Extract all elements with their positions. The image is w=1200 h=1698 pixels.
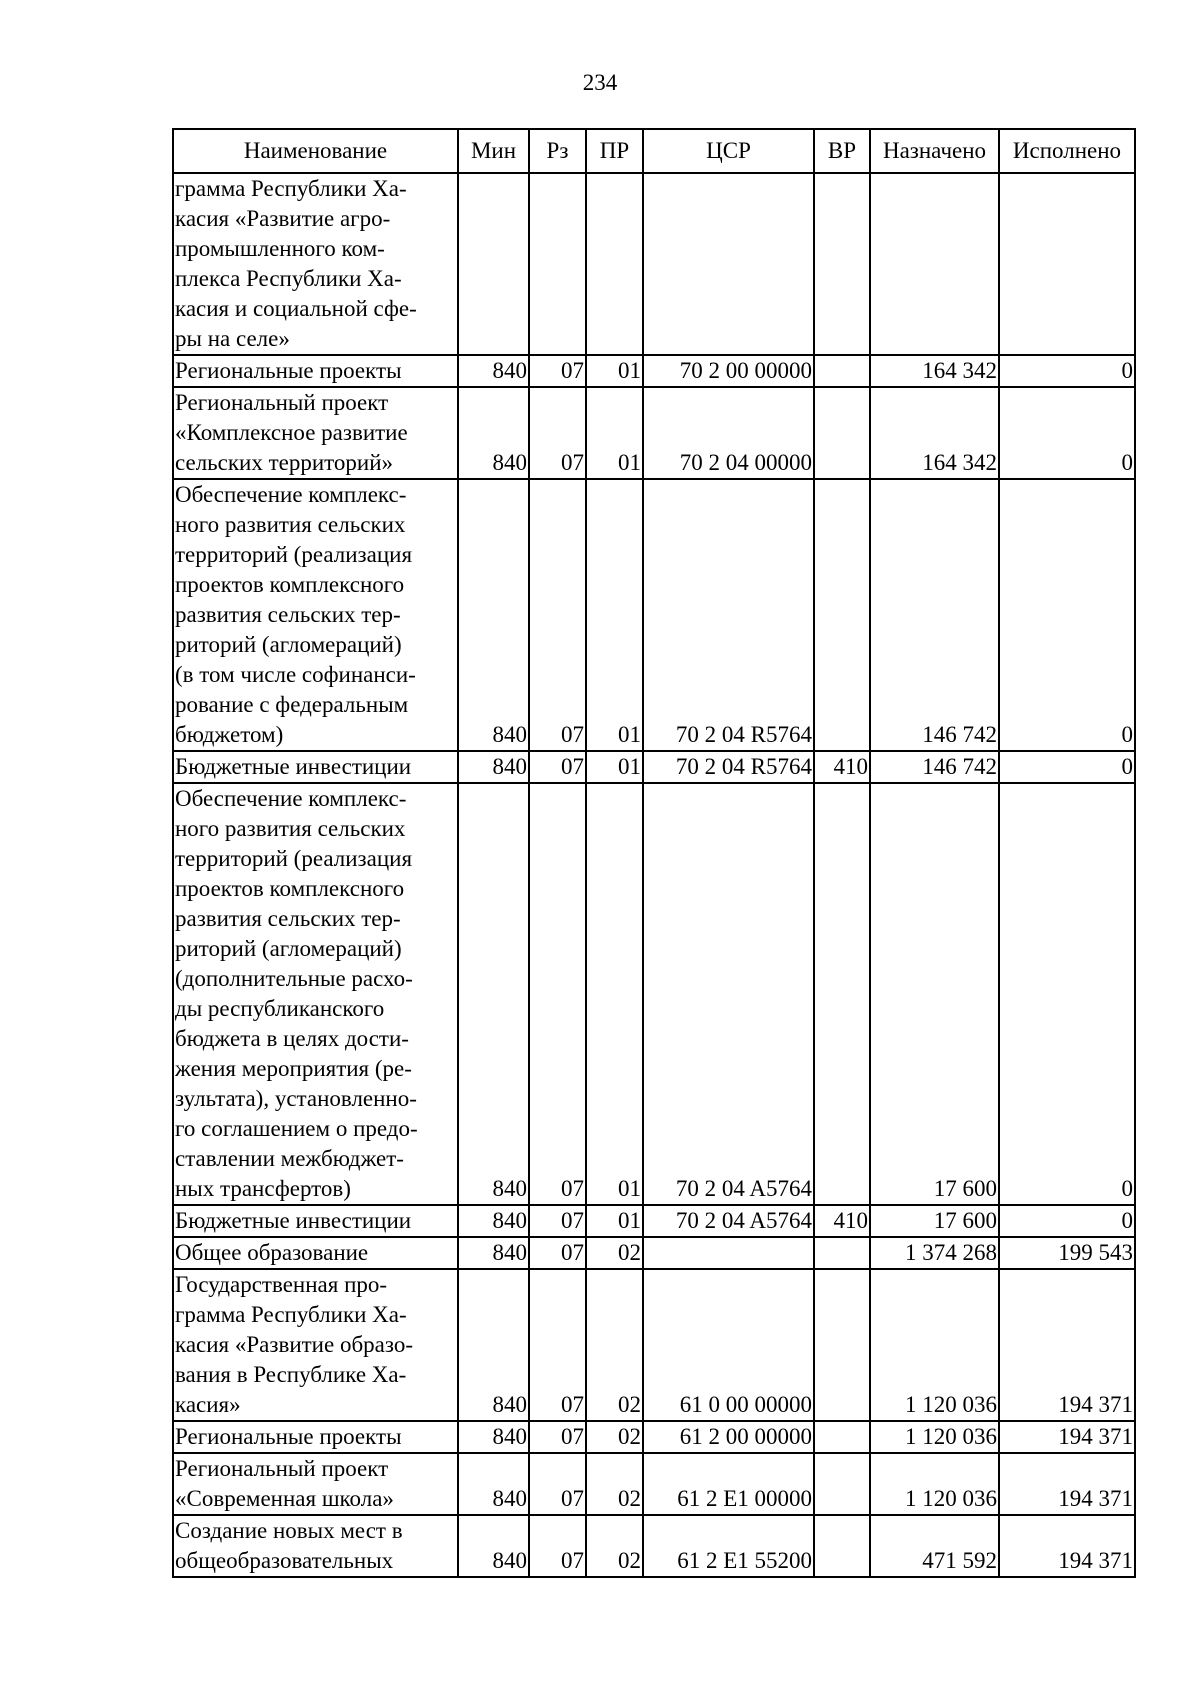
name-line: развития сельских тер-: [175, 602, 401, 627]
name-line: вания в Республике Ха-: [175, 1362, 407, 1387]
cell-executed: 0: [999, 1205, 1135, 1237]
name-line: Бюджетные инвестиции: [175, 1208, 412, 1233]
cell-rz: 07: [529, 387, 586, 479]
cell-assigned: 17 600: [870, 783, 999, 1205]
name-line: проектов комплексного: [175, 572, 405, 597]
name-line: ного развития сельских: [175, 512, 406, 537]
cell-name: [173, 1205, 458, 1237]
cell-csr: 70 2 00 00000: [643, 355, 814, 387]
cell-assigned: 1 120 036: [870, 1269, 999, 1421]
cell-vr: [814, 1269, 870, 1421]
cell-executed: 0: [999, 783, 1135, 1205]
cell-rz: 07: [529, 479, 586, 751]
cell-pr: 02: [586, 1453, 643, 1515]
cell-pr: 02: [586, 1269, 643, 1421]
cell-assigned: 164 342: [870, 387, 999, 479]
cell-name: [173, 479, 458, 751]
cell-name: [173, 1269, 458, 1421]
cell-pr: [586, 173, 643, 355]
name-line: зультата), установленно-: [175, 1086, 417, 1111]
name-line: касия и социальной сфе-: [175, 296, 417, 321]
cell-min: 840: [458, 1269, 529, 1421]
cell-assigned: 146 742: [870, 751, 999, 783]
cell-executed: 0: [999, 751, 1135, 783]
cell-csr: 61 2 E1 55200: [643, 1515, 814, 1577]
name-line: общеобразовательных: [175, 1548, 394, 1573]
table-row: [173, 1515, 1135, 1577]
cell-name: [173, 1237, 458, 1269]
name-line: Бюджетные инвестиции: [175, 754, 412, 779]
header-vr: ВР: [814, 129, 870, 173]
cell-pr: 01: [586, 355, 643, 387]
cell-name: [173, 751, 458, 783]
cell-pr: 01: [586, 783, 643, 1205]
cell-rz: 07: [529, 1421, 586, 1453]
cell-assigned: 471 592: [870, 1515, 999, 1577]
cell-vr: 410: [814, 751, 870, 783]
cell-rz: 07: [529, 355, 586, 387]
name-line: Региональные проекты: [175, 1424, 402, 1449]
cell-assigned: [870, 173, 999, 355]
cell-csr: 70 2 04 A5764: [643, 1205, 814, 1237]
cell-min: [458, 173, 529, 355]
table-row: [173, 1269, 1135, 1421]
cell-csr: [643, 1237, 814, 1269]
cell-pr: 01: [586, 479, 643, 751]
name-line: ного развития сельских: [175, 816, 406, 841]
cell-executed: 0: [999, 355, 1135, 387]
cell-executed: 0: [999, 387, 1135, 479]
name-line: Государственная про-: [175, 1272, 388, 1297]
name-line: территорий (реализация: [175, 542, 413, 567]
cell-assigned: 17 600: [870, 1205, 999, 1237]
cell-vr: [814, 1421, 870, 1453]
name-line: (в том числе софинанси-: [175, 662, 416, 687]
table-row: [173, 387, 1135, 479]
table-row: [173, 1421, 1135, 1453]
cell-min: 840: [458, 1453, 529, 1515]
header-pr: ПР: [586, 129, 643, 173]
cell-name: [173, 387, 458, 479]
cell-executed: 194 371: [999, 1421, 1135, 1453]
table-row: [173, 1237, 1135, 1269]
table-row: [173, 1205, 1135, 1237]
cell-vr: [814, 387, 870, 479]
name-line: бюджетом): [175, 722, 284, 747]
name-line: ных трансфертов): [175, 1176, 351, 1201]
name-line: (дополнительные расхо-: [175, 966, 413, 991]
cell-pr: 02: [586, 1515, 643, 1577]
header-executed: Исполнено: [999, 129, 1135, 173]
name-line: Региональный проект: [175, 1456, 389, 1481]
name-line: Обеспечение комплекс-: [175, 482, 407, 507]
header-csr: ЦСР: [643, 129, 814, 173]
cell-csr: 61 2 E1 00000: [643, 1453, 814, 1515]
name-line: риторий (агломераций): [175, 936, 402, 961]
cell-vr: [814, 1237, 870, 1269]
cell-assigned: 164 342: [870, 355, 999, 387]
name-line: ды республиканского: [175, 996, 385, 1021]
name-line: жения мероприятия (ре-: [175, 1056, 412, 1081]
cell-min: 840: [458, 1515, 529, 1577]
cell-min: 840: [458, 1237, 529, 1269]
cell-assigned: 146 742: [870, 479, 999, 751]
name-line: касия «Развитие образо-: [175, 1332, 413, 1357]
cell-csr: 61 2 00 00000: [643, 1421, 814, 1453]
cell-executed: [999, 173, 1135, 355]
cell-pr: 01: [586, 751, 643, 783]
cell-vr: [814, 1453, 870, 1515]
cell-rz: 07: [529, 783, 586, 1205]
cell-name: [173, 173, 458, 355]
name-line: промышленного ком-: [175, 236, 385, 261]
cell-executed: 199 543: [999, 1237, 1135, 1269]
cell-rz: 07: [529, 1269, 586, 1421]
header-rz: Рз: [529, 129, 586, 173]
name-line: «Комплексное развитие: [175, 420, 408, 445]
table-row: [173, 479, 1135, 751]
name-line: ставлении межбюджет-: [175, 1146, 404, 1171]
name-line: развития сельских тер-: [175, 906, 401, 931]
cell-csr: 70 2 04 00000: [643, 387, 814, 479]
name-line: бюджета в целях дости-: [175, 1026, 409, 1051]
page-number: 234: [582, 70, 618, 95]
cell-name: [173, 1453, 458, 1515]
cell-rz: [529, 173, 586, 355]
table-row: [173, 1453, 1135, 1515]
cell-name: [173, 1515, 458, 1577]
table-body: [173, 173, 1135, 1577]
table-row: [173, 355, 1135, 387]
name-line: Региональный проект: [175, 390, 389, 415]
cell-csr: 70 2 04 R5764: [643, 751, 814, 783]
cell-assigned: 1 374 268: [870, 1237, 999, 1269]
table-row: [173, 751, 1135, 783]
cell-csr: 70 2 04 A5764: [643, 783, 814, 1205]
header-assigned: Назначено: [870, 129, 999, 173]
cell-min: 840: [458, 1421, 529, 1453]
cell-executed: 194 371: [999, 1269, 1135, 1421]
budget-table: [172, 128, 1136, 1578]
cell-min: 840: [458, 751, 529, 783]
name-line: Создание новых мест в: [175, 1518, 403, 1543]
name-line: грамма Республики Ха-: [175, 1302, 407, 1327]
name-line: рование с федеральным: [175, 692, 409, 717]
cell-vr: [814, 355, 870, 387]
name-line: касия «Развитие агро-: [175, 206, 391, 231]
cell-csr: 61 0 00 00000: [643, 1269, 814, 1421]
cell-executed: 0: [999, 479, 1135, 751]
table-row: [173, 173, 1135, 355]
cell-rz: 07: [529, 751, 586, 783]
cell-min: 840: [458, 355, 529, 387]
name-line: ры на селе»: [175, 326, 290, 351]
name-line: го соглашением о предо-: [175, 1116, 418, 1141]
cell-min: 840: [458, 1205, 529, 1237]
cell-rz: 07: [529, 1237, 586, 1269]
cell-vr: [814, 1515, 870, 1577]
name-line: грамма Республики Ха-: [175, 176, 407, 201]
cell-pr: 01: [586, 387, 643, 479]
cell-csr: [643, 173, 814, 355]
cell-name: [173, 783, 458, 1205]
cell-vr: [814, 173, 870, 355]
header-min: Мин: [458, 129, 529, 173]
cell-assigned: 1 120 036: [870, 1453, 999, 1515]
cell-vr: 410: [814, 1205, 870, 1237]
cell-pr: 02: [586, 1421, 643, 1453]
cell-csr: 70 2 04 R5764: [643, 479, 814, 751]
cell-assigned: 1 120 036: [870, 1421, 999, 1453]
cell-vr: [814, 783, 870, 1205]
name-line: проектов комплексного: [175, 876, 405, 901]
name-line: Региональные проекты: [175, 358, 402, 383]
name-line: касия»: [175, 1392, 241, 1417]
name-line: Обеспечение комплекс-: [175, 786, 407, 811]
cell-vr: [814, 479, 870, 751]
table-header-row: [173, 129, 1135, 173]
cell-executed: 194 371: [999, 1453, 1135, 1515]
name-line: «Современная школа»: [175, 1486, 394, 1511]
header-name: Наименование: [173, 129, 458, 173]
cell-min: 840: [458, 783, 529, 1205]
cell-min: 840: [458, 479, 529, 751]
cell-executed: 194 371: [999, 1515, 1135, 1577]
name-line: плекса Республики Ха-: [175, 266, 402, 291]
name-line: Общее образование: [175, 1240, 369, 1265]
cell-name: [173, 1421, 458, 1453]
name-line: сельских территорий»: [175, 450, 394, 475]
name-line: территорий (реализация: [175, 846, 413, 871]
cell-pr: 02: [586, 1237, 643, 1269]
name-line: риторий (агломераций): [175, 632, 402, 657]
cell-name: [173, 355, 458, 387]
cell-pr: 01: [586, 1205, 643, 1237]
table-row: [173, 783, 1135, 1205]
cell-min: 840: [458, 387, 529, 479]
cell-rz: 07: [529, 1205, 586, 1237]
cell-rz: 07: [529, 1453, 586, 1515]
cell-rz: 07: [529, 1515, 586, 1577]
